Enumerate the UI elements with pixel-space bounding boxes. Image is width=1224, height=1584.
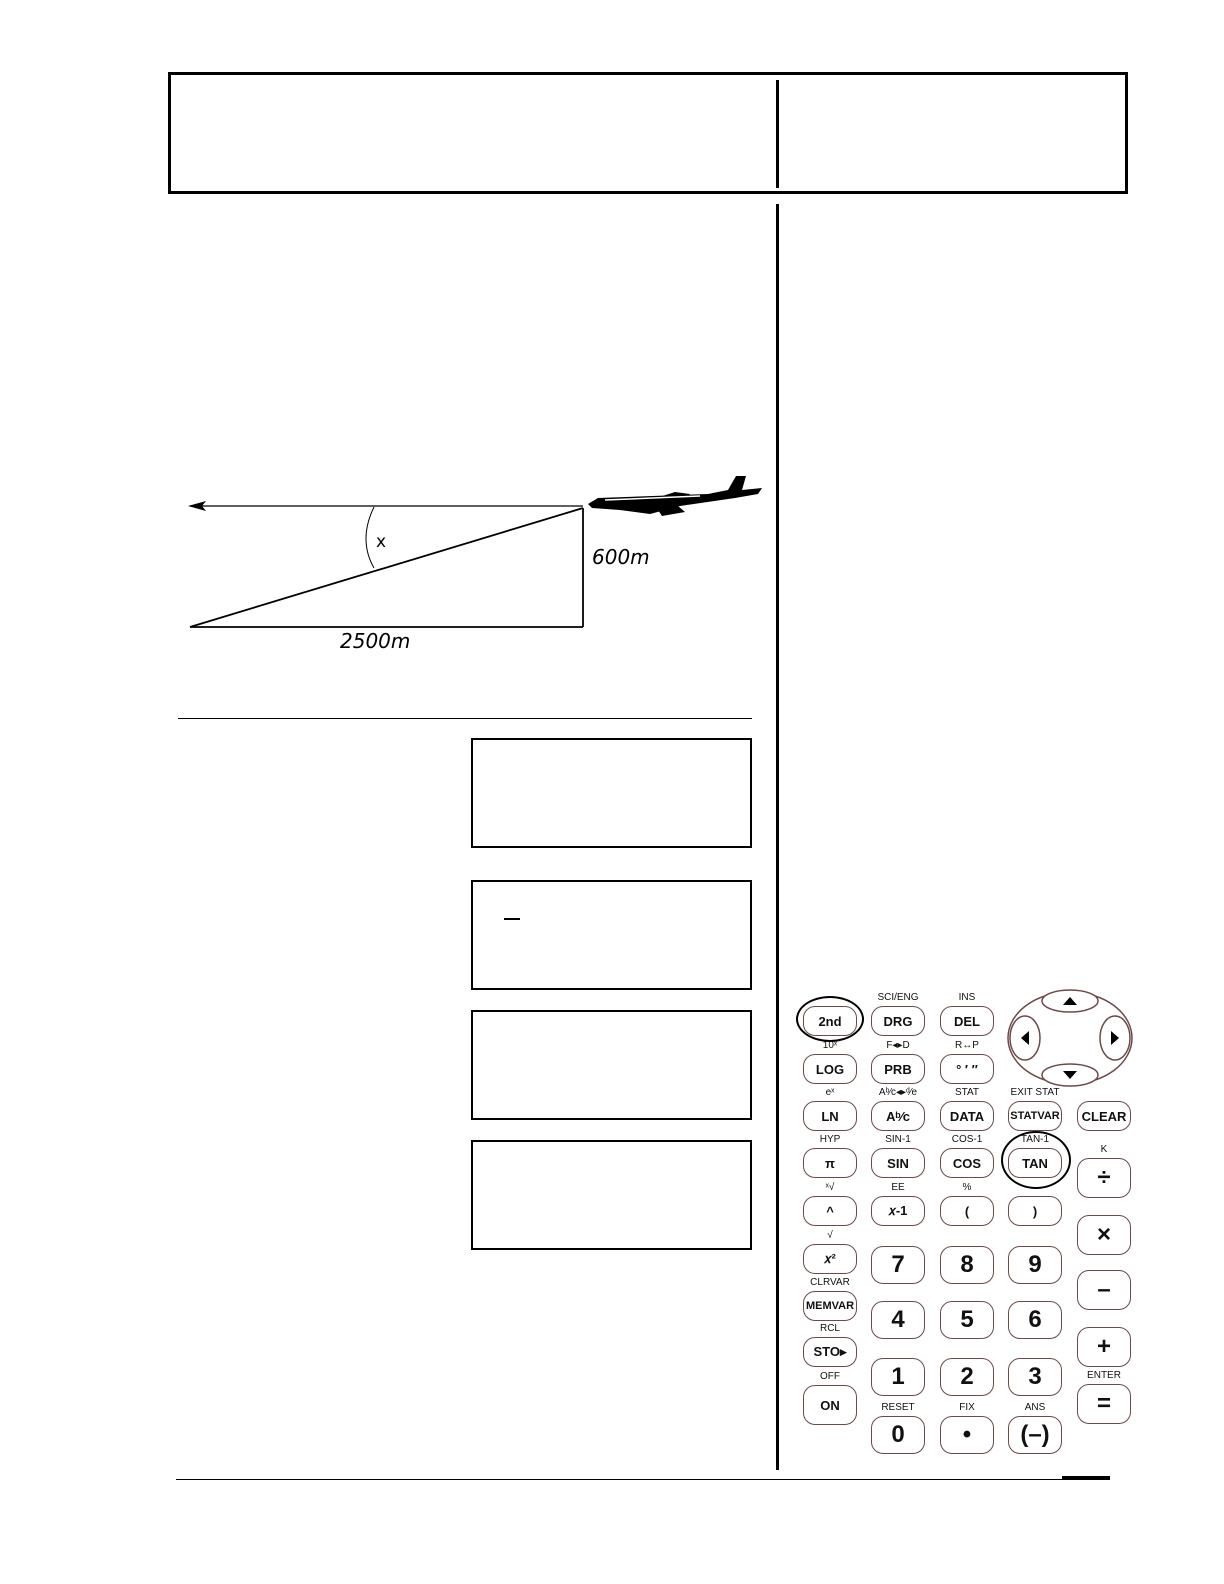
key-r4k0-second-label: ˣ√ — [825, 1182, 835, 1193]
key-r4k2-second-label: % — [962, 1182, 972, 1193]
key-left-1[interactable]: MEMVAR — [803, 1291, 857, 1321]
key-left-2[interactable]: STO▸ — [803, 1337, 857, 1367]
key-1[interactable]: 𝑥-1 — [871, 1196, 925, 1226]
key-del-second-label: INS — [958, 992, 976, 1003]
key-bottom-1-second-label: FIX — [959, 1402, 975, 1413]
key-ac[interactable]: Aᵇ⁄c — [871, 1101, 925, 1131]
op-key-0-second-label: K — [1100, 1144, 1108, 1155]
op-key-4-second-label: ENTER — [1087, 1370, 1121, 1381]
header-divider — [776, 80, 779, 188]
key-r1k2[interactable]: ° ′ ″ — [940, 1054, 994, 1084]
op-key-2[interactable]: – — [1077, 1270, 1131, 1310]
triangle-figure — [180, 470, 770, 660]
cursor-mark — [504, 918, 520, 920]
key-prb[interactable]: PRB — [871, 1054, 925, 1084]
calculator-screen-4 — [471, 1140, 752, 1250]
key-sin[interactable]: SIN — [871, 1148, 925, 1178]
key-left-3[interactable]: ON — [803, 1385, 857, 1425]
key-bottom-0[interactable]: 0 — [871, 1416, 925, 1454]
key-drg[interactable]: DRG — [871, 1006, 925, 1036]
op-key-4[interactable]: = — [1077, 1384, 1131, 1424]
key-sin-second-label: SIN-1 — [885, 1134, 911, 1145]
arrow-pad[interactable] — [1005, 988, 1135, 1088]
key-r4k3[interactable]: ) — [1008, 1196, 1062, 1226]
key-prb-second-label: F◂▸D — [886, 1040, 910, 1051]
key-cos[interactable]: COS — [940, 1148, 994, 1178]
footer-mark — [1062, 1476, 1110, 1479]
key-drg-second-label: SCI/ENG — [877, 992, 919, 1003]
key-r3k0[interactable]: π — [803, 1148, 857, 1178]
key-statvar-second-label: EXIT STAT — [1010, 1087, 1060, 1098]
calculator-screen-2 — [471, 880, 752, 990]
digit-7-button[interactable]: 7 — [871, 1246, 925, 1284]
digit-9-button[interactable]: 9 — [1008, 1246, 1062, 1284]
angle-label: x — [376, 532, 387, 552]
key-statvar[interactable]: STATVAR — [1008, 1101, 1062, 1131]
header-box — [168, 72, 1128, 194]
key-tan[interactable]: TAN — [1008, 1148, 1062, 1178]
op-key-3[interactable]: + — [1077, 1327, 1131, 1367]
op-key-1[interactable]: × — [1077, 1215, 1131, 1255]
calculator-keypad — [795, 985, 1140, 1455]
digit-5-button[interactable]: 5 — [940, 1301, 994, 1339]
key-2nd[interactable]: 2nd — [803, 1006, 857, 1036]
section-separator — [178, 718, 752, 719]
key-bottom-1[interactable]: • — [940, 1416, 994, 1454]
key-ln-second-label: eˣ — [825, 1087, 835, 1098]
key-r3k0-second-label: HYP — [819, 1134, 841, 1145]
highlight-circle-tan — [1001, 1131, 1071, 1189]
base-label: 2500m — [340, 629, 411, 653]
key-1-second-label: EE — [891, 1182, 905, 1193]
key-log[interactable]: LOG — [803, 1054, 857, 1084]
height-label: 600m — [592, 545, 650, 569]
key-ln[interactable]: LN — [803, 1101, 857, 1131]
key-r4k2[interactable]: ( — [940, 1196, 994, 1226]
key-data[interactable]: DATA — [940, 1101, 994, 1131]
calculator-screen-1 — [471, 738, 752, 848]
column-divider — [776, 204, 779, 1470]
key-left-2-second-label: RCL — [819, 1323, 840, 1334]
digit-3-button[interactable]: 3 — [1008, 1358, 1062, 1396]
key-bottom-2-second-label: ANS — [1024, 1402, 1046, 1413]
key-clear[interactable]: CLEAR — [1077, 1101, 1131, 1131]
digit-6-button[interactable]: 6 — [1008, 1301, 1062, 1339]
key-tan-second-label: TAN-1 — [1020, 1134, 1050, 1145]
key-log-second-label: 10ˣ — [822, 1040, 838, 1051]
airplane-icon — [588, 476, 762, 516]
key-cos-second-label: COS-1 — [951, 1134, 983, 1145]
key-del[interactable]: DEL — [940, 1006, 994, 1036]
op-key-0[interactable]: ÷ — [1077, 1158, 1131, 1198]
key-r4k0[interactable]: ^ — [803, 1196, 857, 1226]
digit-2-button[interactable]: 2 — [940, 1358, 994, 1396]
key-left-0[interactable]: 𝑥² — [803, 1244, 857, 1274]
key-ac-second-label: Aᵇ⁄c◂▸ᵈ⁄e — [878, 1087, 918, 1098]
key-bottom-0-second-label: RESET — [881, 1402, 915, 1413]
key-left-3-second-label: OFF — [820, 1371, 840, 1382]
key-left-1-second-label: CLRVAR — [810, 1277, 850, 1288]
digit-1-button[interactable]: 1 — [871, 1358, 925, 1396]
key-data-second-label: STAT — [954, 1087, 980, 1098]
calculator-screen-3 — [471, 1010, 752, 1120]
key-bottom-2[interactable]: (–) — [1008, 1416, 1062, 1454]
digit-4-button[interactable]: 4 — [871, 1301, 925, 1339]
digit-8-button[interactable]: 8 — [940, 1246, 994, 1284]
footer-rule — [176, 1479, 1110, 1480]
key-left-0-second-label: √ — [827, 1230, 833, 1241]
key-r1k2-second-label: R↔P — [955, 1040, 979, 1051]
highlight-circle-2nd — [796, 996, 864, 1042]
